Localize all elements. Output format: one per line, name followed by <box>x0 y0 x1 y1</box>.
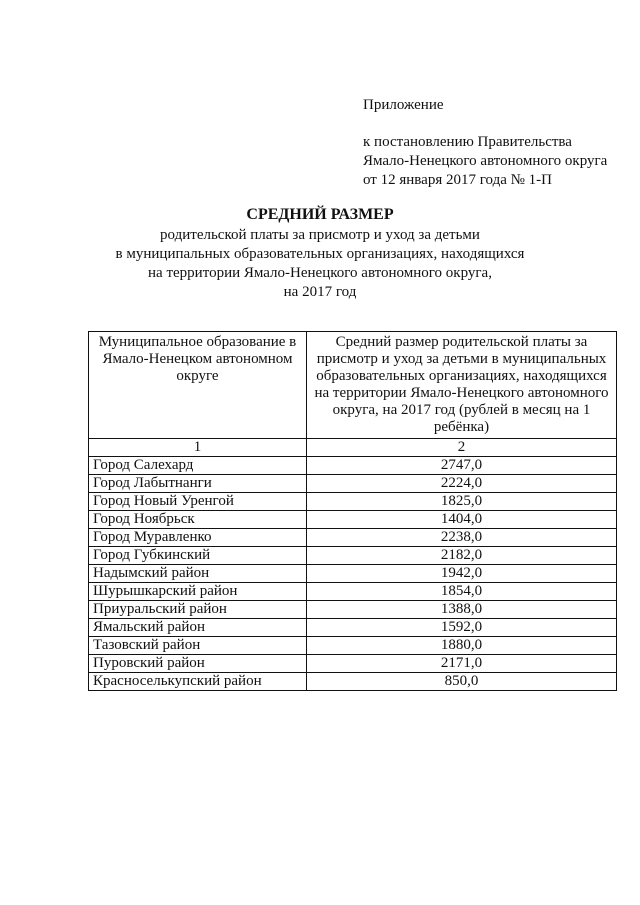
appendix-decree: к постановлению Правительства <box>363 134 572 150</box>
table-row <box>89 601 617 619</box>
table-row <box>89 655 617 673</box>
table-row <box>89 565 617 583</box>
table-row <box>89 457 617 475</box>
municipality-name: Приуральский район <box>89 601 307 619</box>
table-row <box>89 511 617 529</box>
table-row <box>89 547 617 565</box>
table-row <box>89 493 617 511</box>
municipality-name: Красноселькупский район <box>89 673 307 691</box>
title-main: СРЕДНИЙ РАЗМЕР <box>246 206 394 223</box>
header-average-fee: Средний размер родительской платы за присмотр и уход за детьми в муниципальных образовательных организациях, находящихся на территории Ямало-Ненецкого автономного округа, на 2017 год (рублей в месяц на 1 ребёнка) <box>307 332 617 439</box>
table-row <box>89 637 617 655</box>
table-row <box>89 475 617 493</box>
column-number-row <box>89 439 617 457</box>
municipality-name: Город Салехард <box>89 457 307 475</box>
municipality-name: Город Муравленко <box>89 529 307 547</box>
appendix-block <box>363 96 607 190</box>
appendix-date: от 12 января 2017 года № 1-П <box>363 172 553 188</box>
fee-value: 2747,0 <box>307 457 617 475</box>
fee-value: 2238,0 <box>307 529 617 547</box>
header-municipality: Муниципальное образование в Ямало-Ненецком автономном округе <box>89 332 307 439</box>
fee-value: 1825,0 <box>307 493 617 511</box>
table-row <box>89 673 617 691</box>
fee-value: 1404,0 <box>307 511 617 529</box>
column-number-2: 2 <box>307 439 617 457</box>
fee-value: 1592,0 <box>307 619 617 637</box>
fee-value: 2171,0 <box>307 655 617 673</box>
appendix-region: Ямало-Ненецкого автономного округа <box>363 153 608 169</box>
table-row <box>89 529 617 547</box>
fee-value: 1388,0 <box>307 601 617 619</box>
table-header-row <box>89 332 617 439</box>
fee-value: 850,0 <box>307 673 617 691</box>
fee-value: 2224,0 <box>307 475 617 493</box>
title-line-4: на 2017 год <box>283 284 357 300</box>
fee-table <box>88 331 617 691</box>
municipality-name: Надымский район <box>89 565 307 583</box>
title-line-3: на территории Ямало-Ненецкого автономного округа, <box>148 265 492 281</box>
municipality-name: Город Ноябрьск <box>89 511 307 529</box>
fee-value: 1880,0 <box>307 637 617 655</box>
municipality-name: Город Лабытнанги <box>89 475 307 493</box>
municipality-name: Город Новый Уренгой <box>89 493 307 511</box>
municipality-name: Ямальский район <box>89 619 307 637</box>
municipality-name: Пуровский район <box>89 655 307 673</box>
fee-value: 2182,0 <box>307 547 617 565</box>
title-line-2: в муниципальных образовательных организациях, находящихся <box>115 246 525 262</box>
title-line-1: родительской платы за присмотр и уход за детьми <box>160 227 480 243</box>
municipality-name: Город Губкинский <box>89 547 307 565</box>
appendix-label: Приложение <box>363 97 444 113</box>
spacer <box>363 115 607 133</box>
column-number-1: 1 <box>89 439 307 457</box>
table-row <box>89 619 617 637</box>
fee-value: 1854,0 <box>307 583 617 601</box>
fee-value: 1942,0 <box>307 565 617 583</box>
document-title <box>0 205 640 302</box>
municipality-name: Тазовский район <box>89 637 307 655</box>
municipality-name: Шурышкарский район <box>89 583 307 601</box>
table-row <box>89 583 617 601</box>
